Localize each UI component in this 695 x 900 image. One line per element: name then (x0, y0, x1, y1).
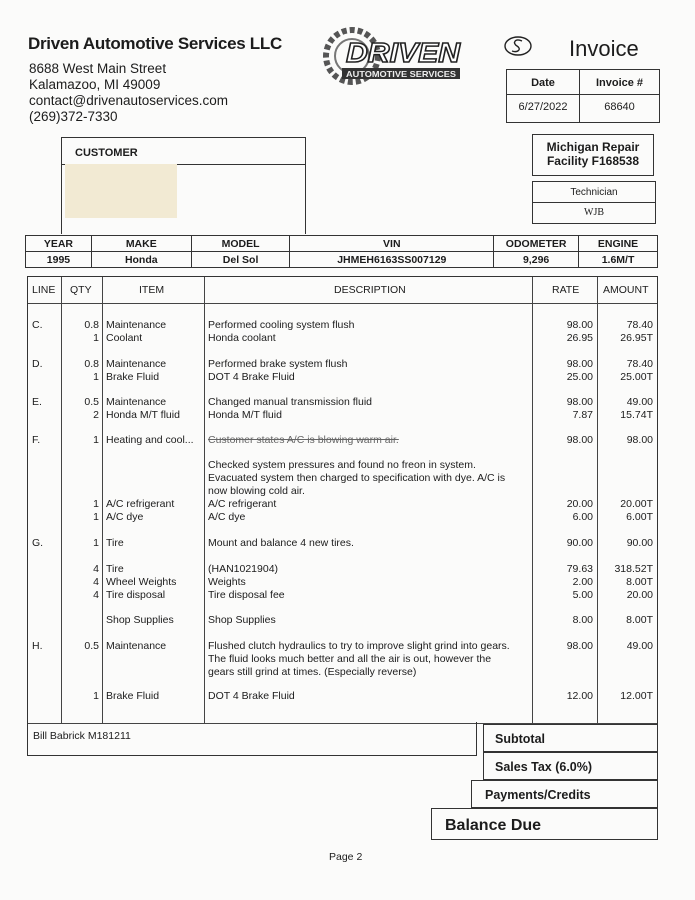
vehicle-odometer: 9,296 (494, 252, 579, 268)
row-amount: 6.00T (626, 511, 653, 523)
row-item: Tire (106, 537, 124, 549)
redacted-customer-info (65, 164, 177, 218)
payments-label: Payments/Credits (485, 788, 591, 802)
invoice-title: Invoice (569, 36, 639, 61)
row-line: E. (32, 396, 42, 408)
row-qty: 1 (93, 332, 99, 344)
row-qty: 1 (93, 498, 99, 510)
row-rate: 6.00 (572, 511, 593, 523)
row-rate: 25.00 (566, 371, 593, 383)
row-rate: 20.00 (566, 498, 593, 510)
row-amount: 20.00 (626, 589, 653, 601)
row-qty: 1 (93, 537, 99, 549)
row-qty: 1 (93, 434, 99, 446)
sales-tax-label: Sales Tax (6.0%) (495, 760, 593, 774)
row-qty: 0.8 (84, 319, 99, 331)
row-qty: 0.5 (84, 640, 99, 652)
row-item: Tire (106, 563, 124, 575)
row-line: G. (32, 537, 44, 549)
payments-box (471, 780, 658, 808)
vehicle-year: 1995 (26, 252, 92, 268)
row-qty: 1 (93, 690, 99, 702)
col-qty: QTY (70, 284, 92, 296)
row-desc: A/C refrigerant (208, 498, 277, 510)
company-street: 8688 West Main Street (29, 61, 167, 76)
row-item: Shop Supplies (106, 614, 174, 626)
row-qty: 1 (93, 371, 99, 383)
vehicle-header-make: MAKE (91, 236, 191, 252)
row-desc: Checked system pressures and found no freon in system. (208, 459, 476, 471)
row-item: A/C refrigerant (106, 498, 175, 510)
vehicle-make: Honda (91, 252, 191, 268)
row-desc: Honda coolant (208, 332, 276, 344)
row-desc: Evacuated system then charged to specification with dye. A/C is (208, 472, 506, 484)
vehicle-table (25, 235, 658, 268)
row-amount: 20.00T (620, 498, 653, 510)
row-desc: Flushed clutch hydraulics to try to improve slight grind into gears. (208, 640, 510, 652)
row-qty: 4 (93, 589, 99, 601)
row-desc: Tire disposal fee (208, 589, 285, 601)
row-rate: 98.00 (566, 640, 593, 652)
col-amount: AMOUNT (603, 284, 649, 296)
company-name: Driven Automotive Services LLC (28, 34, 282, 53)
row-desc: Honda M/T fluid (208, 409, 282, 421)
row-amount: 15.74T (620, 409, 653, 421)
row-desc: Changed manual transmission fluid (208, 396, 373, 408)
company-city: Kalamazoo, MI 49009 (29, 77, 161, 92)
facility-line2: Facility F168538 (546, 154, 640, 168)
vehicle-header-year: YEAR (26, 236, 92, 252)
row-line: H. (32, 640, 43, 652)
row-desc: now blowing cold air. (208, 485, 305, 497)
invoice-header-box (506, 69, 660, 123)
row-rate: 79.63 (566, 563, 593, 575)
row-amount: 318.52T (614, 563, 653, 575)
invoice-date: 6/27/2022 (518, 101, 568, 113)
row-line: F. (32, 434, 41, 446)
row-rate: 7.87 (572, 409, 593, 421)
row-rate: 98.00 (566, 434, 593, 446)
technician-label: Technician (570, 187, 618, 198)
row-amount: 78.40 (626, 358, 653, 370)
col-line: LINE (32, 284, 56, 296)
row-item: Honda M/T fluid (106, 409, 180, 421)
row-amount: 98.00 (626, 434, 653, 446)
row-item: Brake Fluid (106, 690, 160, 702)
row-amount: 49.00 (626, 396, 653, 408)
subtotal-label: Subtotal (495, 732, 545, 746)
col-description: DESCRIPTION (334, 284, 406, 296)
technician-value: WJB (584, 207, 604, 218)
invoice-number-label: Invoice # (595, 77, 644, 89)
row-amount: 78.40 (626, 319, 653, 331)
technician-box (532, 181, 656, 224)
company-email: contact@drivenautoservices.com (29, 93, 229, 108)
row-qty: 0.5 (84, 396, 99, 408)
row-rate: 90.00 (566, 537, 593, 549)
row-line: C. (32, 319, 43, 331)
row-desc: Customer states A/C is blowing warm air. (208, 434, 399, 446)
row-amount: 26.95T (620, 332, 653, 344)
row-amount: 25.00T (620, 371, 653, 383)
row-qty: 0.8 (84, 358, 99, 370)
row-rate: 5.00 (572, 589, 593, 601)
row-qty: 4 (93, 576, 99, 588)
logo-top-text: DRIVEN (346, 37, 461, 68)
row-desc: Shop Supplies (208, 614, 276, 626)
row-amount: 12.00T (620, 690, 653, 702)
driven-logo (322, 26, 464, 86)
col-item: ITEM (139, 284, 165, 296)
row-desc: Weights (208, 576, 246, 588)
row-item: Heating and cool... (106, 434, 194, 446)
sales-tax-box (483, 752, 658, 780)
row-desc: DOT 4 Brake Fluid (208, 371, 295, 383)
row-desc: Mount and balance 4 new tires. (208, 537, 354, 549)
row-item: Maintenance (106, 640, 167, 652)
row-rate: 98.00 (566, 319, 593, 331)
row-rate: 8.00 (572, 614, 593, 626)
col-rate: RATE (552, 284, 580, 296)
facility-line1: Michigan Repair (546, 140, 640, 154)
row-qty: 1 (93, 511, 99, 523)
row-item: Brake Fluid (106, 371, 160, 383)
facility-box (532, 134, 654, 176)
vehicle-header-odometer: ODOMETER (494, 236, 579, 252)
billed-by: Bill Babrick M181211 (33, 730, 131, 742)
subtotal-box (483, 724, 658, 752)
row-desc: gears still grind at times. (Especially reverse) (208, 666, 417, 678)
row-rate: 98.00 (566, 358, 593, 370)
row-rate: 98.00 (566, 396, 593, 408)
row-rate: 26.95 (566, 332, 593, 344)
row-amount: 8.00T (626, 614, 653, 626)
handwritten-mark (503, 34, 533, 58)
row-amount: 49.00 (626, 640, 653, 652)
line-items-table (27, 276, 658, 724)
row-rate: 12.00 (566, 690, 593, 702)
row-amount: 90.00 (626, 537, 653, 549)
vehicle-header-vin: VIN (290, 236, 494, 252)
row-rate: 2.00 (572, 576, 593, 588)
date-label: Date (531, 77, 555, 89)
row-item: Tire disposal (106, 589, 166, 601)
row-item: A/C dye (106, 511, 144, 523)
row-desc: Performed cooling system flush (208, 319, 355, 331)
vehicle-engine: 1.6M/T (579, 252, 658, 268)
row-item: Maintenance (106, 319, 167, 331)
balance-due-label: Balance Due (445, 817, 542, 834)
row-desc: The fluid looks much better and all the air is out, however the (208, 653, 492, 665)
row-desc: Performed brake system flush (208, 358, 348, 370)
row-desc: DOT 4 Brake Fluid (208, 690, 295, 702)
row-qty: 4 (93, 563, 99, 575)
row-qty: 2 (93, 409, 99, 421)
vehicle-header-model: MODEL (191, 236, 290, 252)
row-desc: (HAN1021904) (208, 563, 279, 575)
vehicle-header-engine: ENGINE (579, 236, 658, 252)
balance-due-box (431, 808, 658, 840)
notes-box (27, 722, 477, 756)
row-amount: 8.00T (626, 576, 653, 588)
customer-label: CUSTOMER (75, 147, 138, 159)
row-item: Wheel Weights (106, 576, 177, 588)
vehicle-model: Del Sol (191, 252, 290, 268)
invoice-number: 68640 (604, 101, 635, 113)
row-line: D. (32, 358, 43, 370)
row-item: Maintenance (106, 358, 167, 370)
logo-bottom-text: AUTOMOTIVE SERVICES (346, 69, 457, 79)
row-item: Coolant (106, 332, 143, 344)
row-desc: A/C dye (208, 511, 246, 523)
vehicle-vin: JHMEH6163SS007129 (290, 252, 494, 268)
row-item: Maintenance (106, 396, 167, 408)
page-number: Page 2 (329, 851, 363, 863)
company-phone: (269)372-7330 (29, 109, 118, 124)
